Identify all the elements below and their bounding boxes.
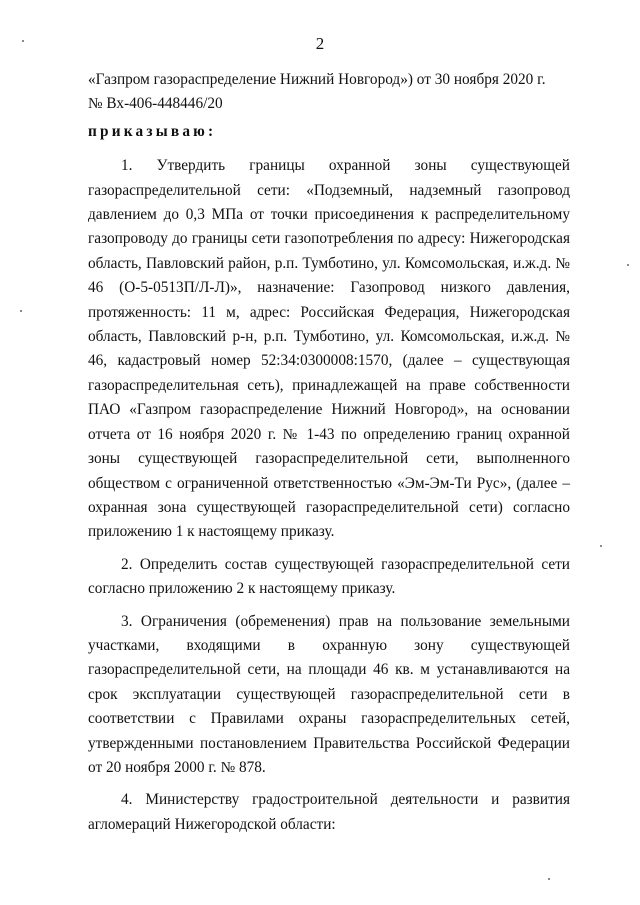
scan-speck bbox=[22, 40, 24, 42]
item-text: Ограничения (обременения) прав на пользование земельными участками, входящими в охранную зону существующей газораспределительной сети, на площади 46 кв. м устанавливаются на срок эксплуатации существующей газораспределительной сети в соответствии с Правилами охраны газораспределительных сетей, утвержденными постановлением Правительства Российской Федерации от 20 ноября 2000 г. № 878. bbox=[88, 612, 570, 776]
scan-speck bbox=[627, 264, 629, 266]
order-item-1 bbox=[88, 154, 570, 545]
lead-line-1: «Газпром газораспределение Нижний Новгород») от 30 ноября 2020 г. bbox=[88, 71, 546, 88]
page-number: 2 bbox=[315, 34, 325, 53]
document-body bbox=[88, 68, 570, 845]
item-text: Определить состав существующей газораспределительной сети согласно приложению 2 к настоящему приказу. bbox=[88, 555, 570, 598]
item-text: Министерству градостроительной деятельности и развития агломераций Нижегородской области: bbox=[88, 791, 570, 833]
item-number: 2. bbox=[121, 555, 133, 573]
lead-line-2: № Вх-406-448446/20 bbox=[88, 95, 223, 113]
order-item-3 bbox=[88, 610, 570, 781]
item-number: 4. bbox=[121, 791, 133, 809]
order-item-4 bbox=[88, 788, 570, 837]
order-word: приказываю: bbox=[88, 122, 217, 140]
scan-speck bbox=[548, 878, 550, 880]
item-text: Утвердить границы охранной зоны существующей газораспределительной сети: «Подземный, надземный газопровод давлением до 0,3 МПа от точки присоединения к распределительному газопроводу до границы сети газопотребления по адресу: Нижегородская область, Павловский район, р.п. Тумботино, ул. Комсомольская, и.ж.д. № 46 (О-5-0513П/Л-Л)», назначение: Газопровод низкого давления, протяженность: 11 м, адрес: Российская Федерация, Нижегородская область, Павловский р-н, р.п. Тумботино, ул. Комсомольская, и.ж.д. № 46, кадастровый номер 52:34:0300008:1570, (далее – существующая газораспределительная сеть), принадлежащей на праве собственности ПАО «Газпром газораспределение Нижний Новгород», на основании отчета от 16 ноября 2020 г. № 1-43 по определению границ охранной зоны существующей газораспределительной сети, выполненного обществом с ограниченной ответственностью «Эм-Эм-Ти Рус», (далее – охранная зона существующей газораспределительной сети) согласно приложению 1 к настоящему приказу. bbox=[88, 157, 570, 541]
item-number: 1. bbox=[121, 157, 133, 175]
order-item-2 bbox=[88, 553, 570, 602]
item-number: 3. bbox=[121, 612, 133, 630]
scan-speck bbox=[20, 310, 22, 312]
scan-speck bbox=[600, 545, 602, 547]
